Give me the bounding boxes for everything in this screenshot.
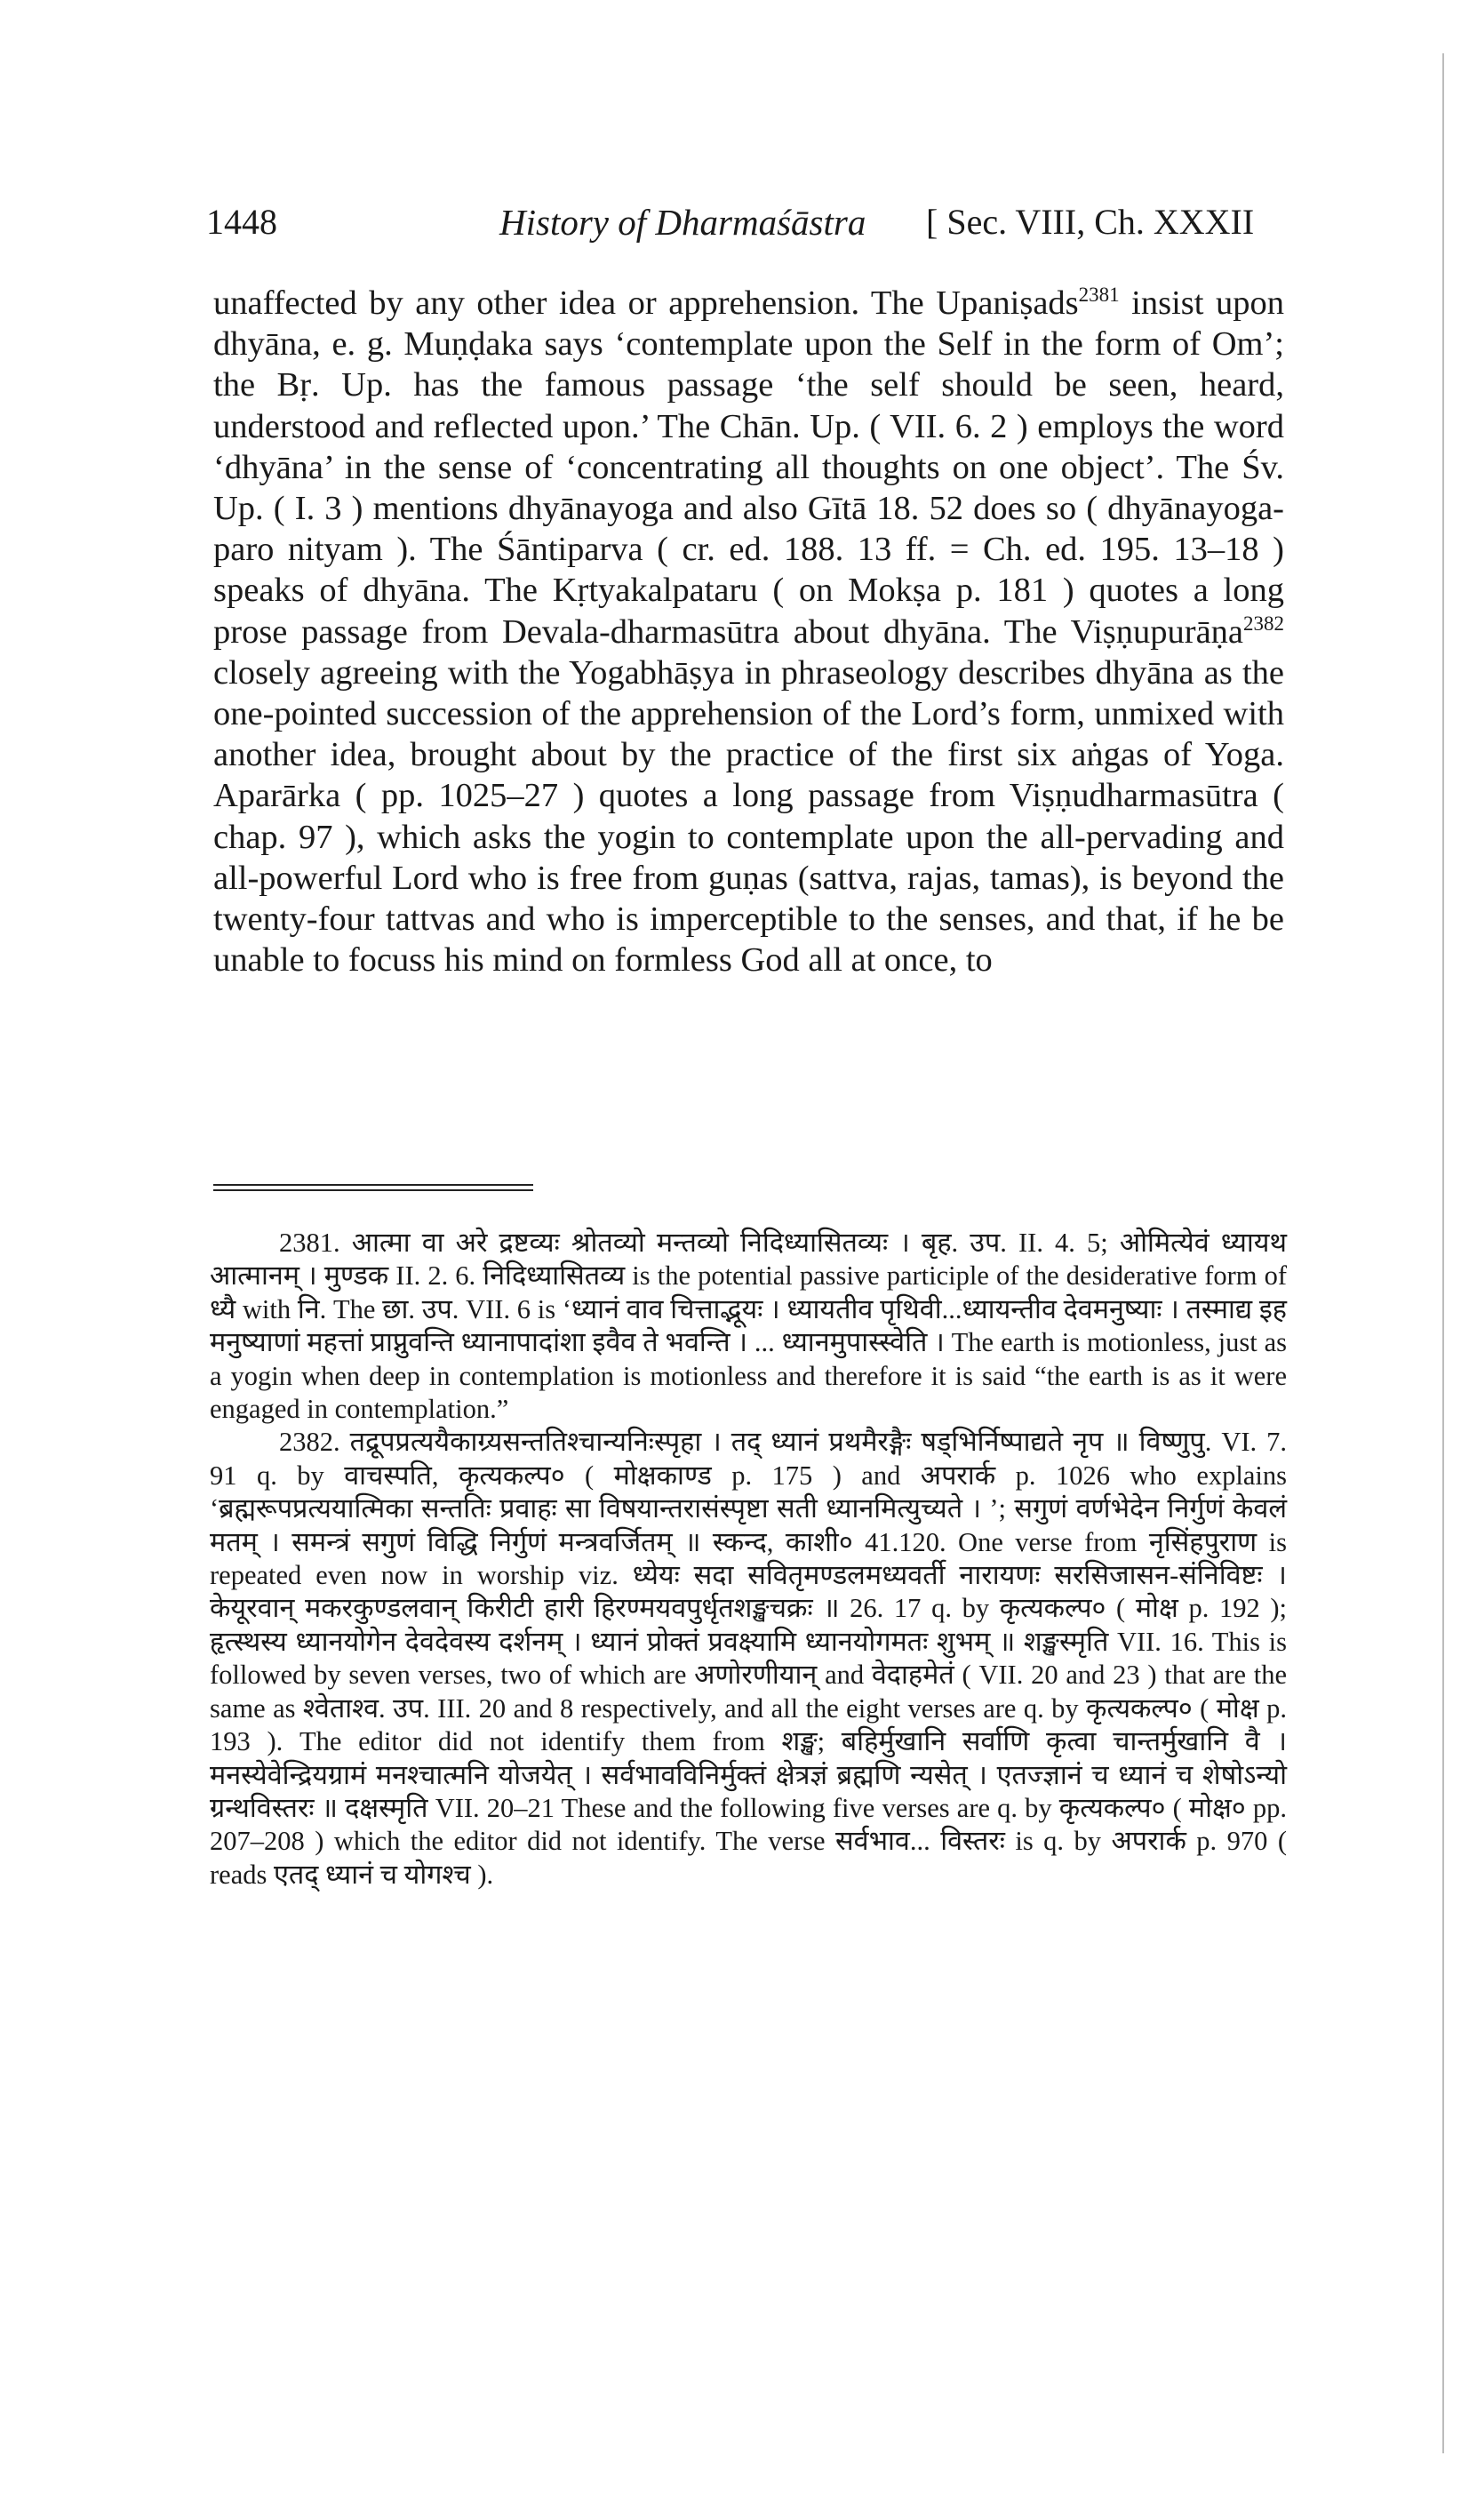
footnotes	[210, 1227, 1287, 1892]
running-section: [ Sec. VIII, Ch. XXXII	[926, 202, 1255, 242]
main-text-part-1: unaffected by any other idea or apprehension. The Upaniṣads	[213, 284, 1079, 322]
footnote-text: तद्रूपप्रत्ययैकाग्र्यसन्ततिश्चान्यनिःस्पृहा । तद् ध्यानं प्रथमैरङ्गैः षड्भिर्निष्पाद्यते नृप ॥ विष्णुपु. VI. 7. 91 q. by वाचस्पति, कृत्यकल्प० ( मोक्षकाण्ड p. 175 ) and अपरार्क p. 1026 who explains ‘ब्रह्मरूपप्रत्ययात्मिका सन्ततिः प्रवाहः सा विषयान्तरासंस्पृष्टा सती ध्यानमित्युच्यते । ’; सगुणं वर्णभेदेन निर्गुणं केवलं मतम् । समन्त्रं सगुणं विद्धि निर्गुणं मन्त्रवर्जितम् ॥ स्कन्द, काशी० 41.120. One verse from नृसिंहपुराण is repeated even now in worship viz. ध्येयः सदा सवितृमण्डलमध्यवर्ती नारायणः सरसिजासन-संनिविष्टः । केयूरवान् मकरकुण्डलवान् किरीटी हारी हिरण्मयवपुर्धृतशङ्खचक्रः ॥ 26. 17 q. by कृत्यकल्प० ( मोक्ष p. 192 ); हृत्स्थस्य ध्यानयोगेन देवदेवस्य दर्शनम् । ध्यानं प्रोक्तं प्रवक्ष्यामि ध्यानयोगमतः शुभम् ॥ शङ्खस्मृति VII. 16. This is followed by seven verses, two of which are अणोरणीयान् and वेदाहमेतं ( VII. 20 and 23 ) that are the same as श्वेताश्व. उप. III. 20 and 8 respectively, and all the eight verses are q. by कृत्यकल्प० ( मोक्ष p. 193 ). The editor did not identify them from शङ्ख; बहिर्मुखानि सर्वाणि कृत्वा चान्तर्मुखानि वै । मनस्येवेन्द्रियग्रामं मनश्चात्मनि योजयेत् । सर्वभावविनिर्मुक्तं क्षेत्रज्ञं ब्रह्मणि न्यसेत् । एतज्ज्ञानं च ध्यानं च शेषोऽन्यो ग्रन्थविस्तरः ॥ दक्षस्मृति VII. 20–21 These and the following five verses are q. by कृत्यकल्प० ( मोक्ष० pp. 207–208 ) which the editor did not identify. The verse सर्वभाव... विस्तरः is q. by अपरार्क p. 970 ( reads एतद् ध्यानं च योगश्च ).	[210, 1427, 1288, 1890]
footnote-ref-2381[interactable]: 2381	[1078, 284, 1120, 307]
footnote-2381	[210, 1227, 1287, 1426]
page-number: 1448	[206, 202, 277, 242]
main-text-part-2: insist upon dhyāna, e. g. Muṇḍaka says ‘contemplate upon the Self in the form of Om’; the Bṛ. Up. has the famous passage ‘the self should be seen, heard, understood and reflected upon.’ The Chān. Up. ( VII. 6. 2 ) employs the word ‘dhyāna’ in the sense of ‘concentrating all thoughts on one object’. The Śv. Up. ( I. 3 ) mentions dhyānayoga and also Gītā 18. 52 does so ( dhyānayoga-paro nityam ). The Śāntiparva ( cr. ed. 188. 13 ff. = Ch. ed. 195. 13–18 ) speaks of dhyāna. The Kṛtyakalpataru ( on Mokṣa p. 181 ) quotes a long prose passage from Devala-dharmasūtra about dhyāna. The Viṣṇupurāṇa	[213, 284, 1284, 651]
footnote-number: 2382.	[279, 1427, 340, 1458]
main-paragraph	[213, 283, 1284, 980]
scan-edge-line	[1442, 53, 1444, 2453]
footnote-number: 2381.	[279, 1228, 340, 1258]
main-text-part-3: closely agreeing with the Yogabhāṣya in phraseology describes dhyāna as the one-pointed succession of the apprehension of the Lord’s form, unmixed with another idea, brought about by the practice of the first six aṅgas of Yoga. Aparārka ( pp. 1025–27 ) quotes a long passage from Viṣṇudharmasūtra ( chap. 97 ), which asks the yogin to contemplate upon the all-pervading and all-powerful Lord who is free from guṇas (sattva, rajas, tamas), is beyond the twenty-four tattvas and who is imperceptible to the senses, and that, if he be unable to focuss his mind on formless God all at once, to	[213, 653, 1284, 980]
footnote-text: आत्मा वा अरे द्रष्टव्यः श्रोतव्यो मन्तव्यो निदिध्यासितव्यः । बृह. उप. II. 4. 5; ओमित्येवं ध्यायथ आत्मानम् । मुण्डक II. 2. 6. निदिध्यासितव्य is the potential passive participle of the desiderative form of ध्यै with नि. The छा. उप. VII. 6 is ‘ध्यानं वाव चित्ताद्भूयः । ध्यायतीव पृथिवी...ध्यायन्तीव देवमनुष्याः । तस्माद्य इह मनुष्याणां महत्तां प्राप्नुवन्ति ध्यानापादांशा इवैव ते भवन्ति । ... ध्यानमुपास्स्वेति । The earth is motionless, just as a yogin when deep in contemplation is motionless and therefore it is said “the earth is as it were engaged in contemplation.”	[210, 1228, 1287, 1425]
running-head	[206, 201, 1317, 254]
footnote-ref-2382[interactable]: 2382	[1243, 612, 1284, 635]
footnote-separator	[213, 1184, 533, 1191]
footnote-2382	[210, 1426, 1287, 1892]
running-title: History of Dharmaśāstra	[499, 202, 866, 243]
